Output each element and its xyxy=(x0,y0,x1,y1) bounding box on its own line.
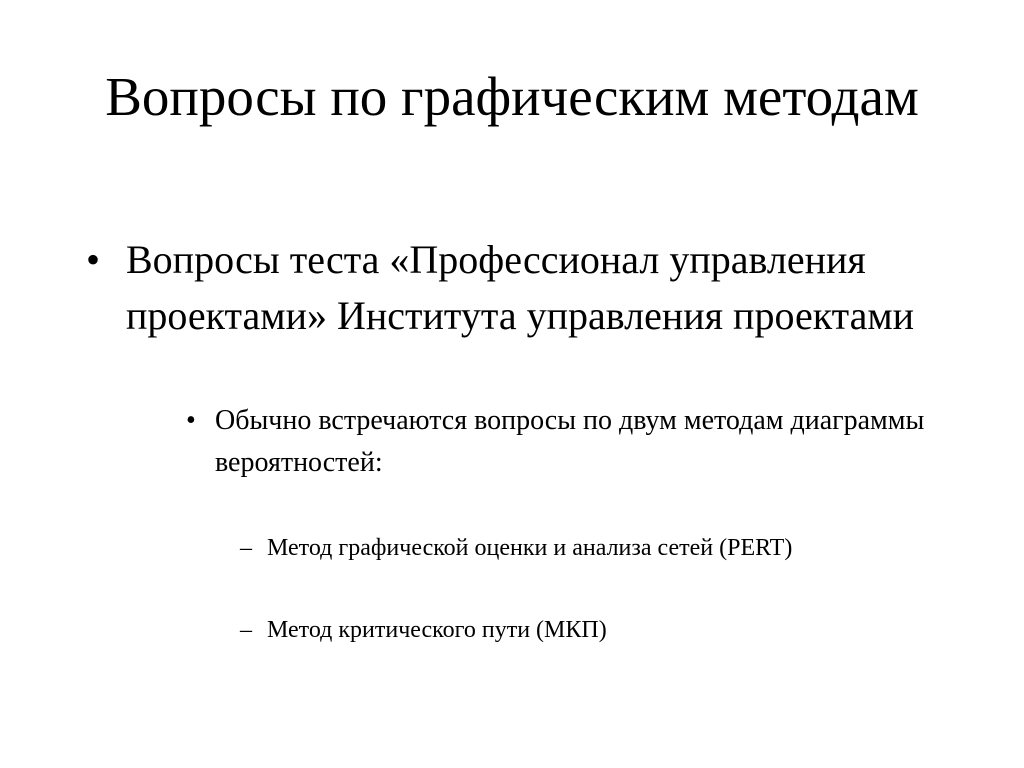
bullet-level3-cpm xyxy=(240,613,980,647)
bullet-level2 xyxy=(186,400,966,484)
dash-marker: – xyxy=(240,535,252,561)
bullet-level3-pert xyxy=(240,531,980,565)
bullet-text: Метод критического пути (МКП) xyxy=(267,617,607,643)
dash-marker: – xyxy=(240,617,252,643)
slide-title: Вопросы по графическим методам xyxy=(105,66,919,127)
bullet-level1 xyxy=(86,232,986,344)
bullet-text: Метод графической оценки и анализа сетей (PERT) xyxy=(267,535,793,561)
bullet-text: Обычно встречаются вопросы по двум методам диаграммы вероятностей: xyxy=(215,405,925,478)
bullet-marker: • xyxy=(186,405,196,436)
bullet-marker: • xyxy=(86,237,101,282)
bullet-text: Вопросы теста «Профессионал управления проектами» Института управления проектами xyxy=(126,237,915,338)
